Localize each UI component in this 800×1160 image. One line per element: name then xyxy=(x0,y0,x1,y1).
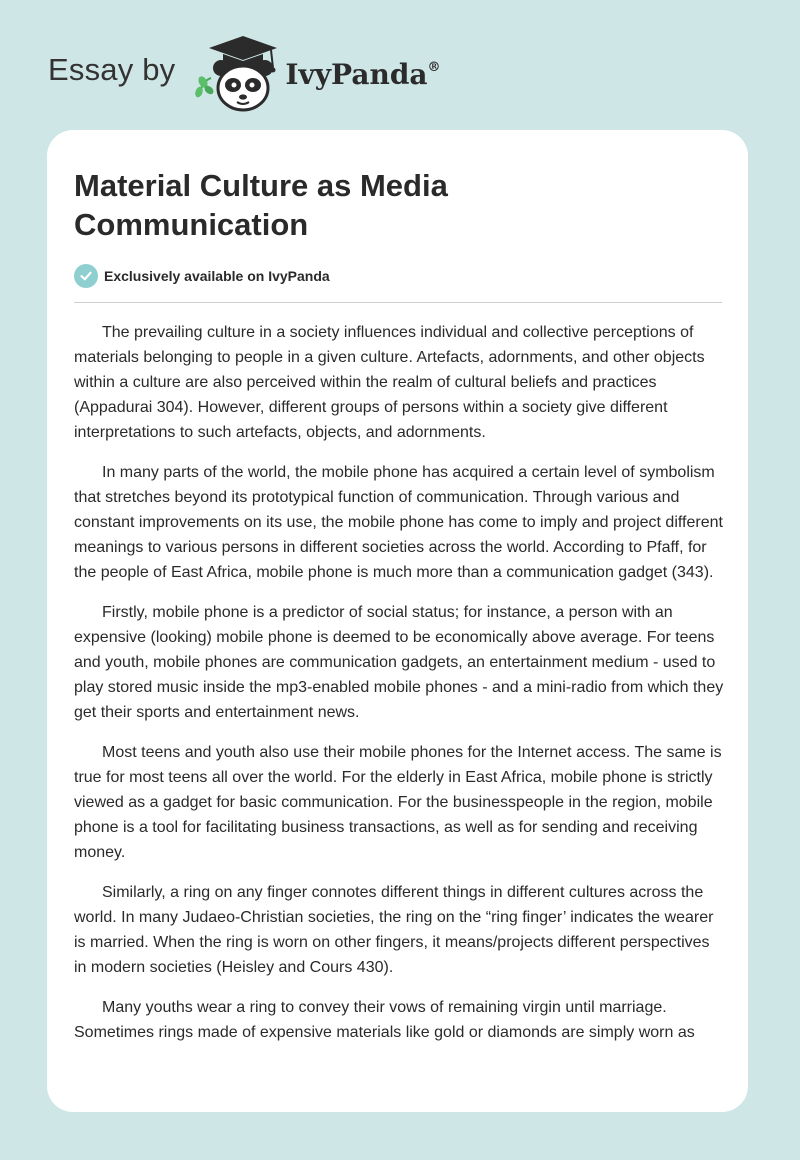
exclusive-badge xyxy=(74,264,330,288)
essay-title: Material Culture as Media Communication xyxy=(74,168,448,242)
registered-mark: ® xyxy=(427,59,441,75)
paragraph: The prevailing culture in a society influences individual and collective perceptions of materials belonging to people in a given culture. Artefacts, adornments, and other objects within a culture are also perceived within the realm of cultural beliefs and practices (Appadurai 304). However, different groups of persons within a society give different interpretations to such artefacts, objects, and adornments. xyxy=(74,324,705,441)
paragraph: Many youths wear a ring to convey their vows of remaining virgin until marriage. Sometimes rings made of expensive materials like gold or diamonds are simply worn as xyxy=(74,999,695,1041)
essay-body xyxy=(74,320,726,1060)
paragraph: Similarly, a ring on any finger connotes different things in different cultures across the world. In many Judaeo-Christian societies, the ring on the “ring finger’ indicates the wearer is married. When the ring is worn on other fingers, it means/projects different perspectives in modern societies (Heisley and Cours 430). xyxy=(74,884,714,976)
essay-by-label: Essay by xyxy=(48,52,176,87)
paragraph: Most teens and youth also use their mobile phones for the Internet access. The same is true for most teens all over the world. For the elderly in East Africa, mobile phone is strictly viewed as a gadget for basic communication. For the businesspeople in the region, mobile phone is a tool for facilitating business transactions, as well as for sending and receiving money. xyxy=(74,744,722,861)
paragraph: Firstly, mobile phone is a predictor of social status; for instance, a person with an expensive (looking) mobile phone is deemed to be economically above average. For teens and youth, mobile phones are communication gadgets, an entertainment medium - used to play stored music inside the mp3-enabled mobile phones - and a mini-radio from which they get their sports and entertainment news. xyxy=(74,604,724,721)
brand-text: IvyPanda xyxy=(285,57,428,91)
site-header xyxy=(48,34,441,114)
paragraph: In many parts of the world, the mobile phone has acquired a certain level of symbolism that stretches beyond its prototypical function of communication. Through various and constant improvements on its use, the mobile phone has come to imply and project different meanings to various persons in different societies across the world. According to Pfaff, for the people of East Africa, mobile phone is much more than a communication gadget (343). xyxy=(74,464,723,581)
brand-name[interactable] xyxy=(285,58,440,91)
exclusive-badge-label: Exclusively available on IvyPanda xyxy=(104,268,330,284)
check-icon xyxy=(74,264,98,288)
divider xyxy=(74,302,722,303)
panda-logo-icon[interactable] xyxy=(191,34,283,114)
essay-card xyxy=(47,130,748,1112)
